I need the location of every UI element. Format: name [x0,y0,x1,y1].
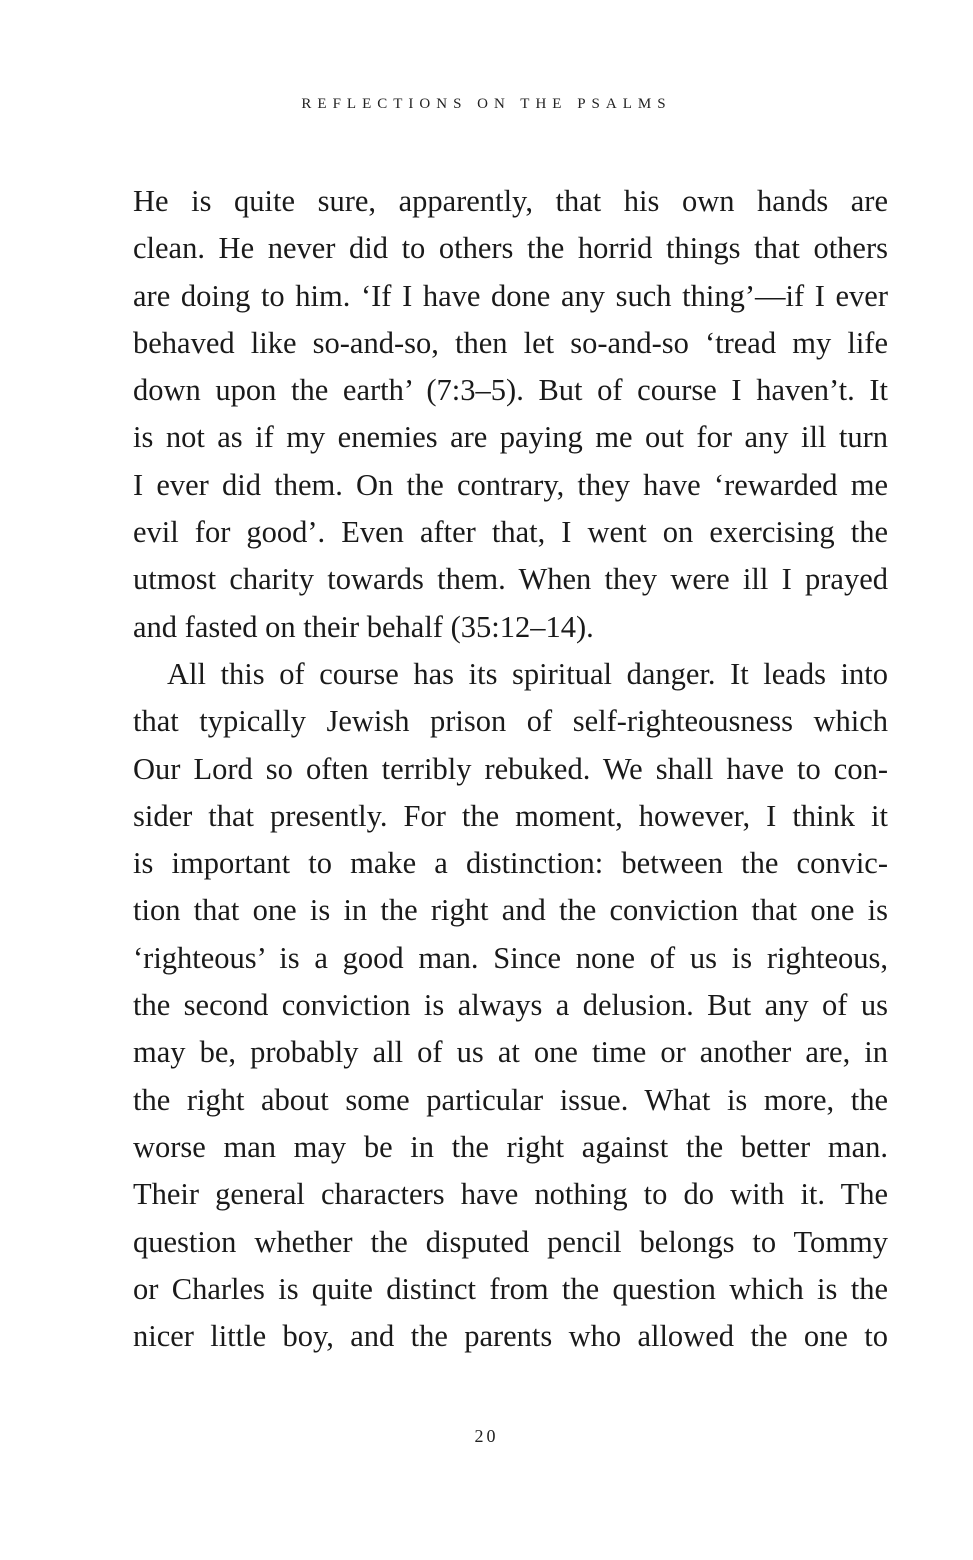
text-line: that typically Jewish prison of self-righteousness which [133,704,888,739]
text-line: I ever did them. On the contrary, they have ‘rewarded me [133,467,888,502]
text-line: He is quite sure, apparently, that his own hands are [133,184,888,218]
text-line: and fasted on their behalf (35:12–14). [133,609,594,644]
text-line: are doing to him. ‘If I have done any such thing’—if I ever [133,278,888,313]
text-line: may be, probably all of us at one time or another are, in [133,1035,888,1070]
text-line: clean. He never did to others the horrid things that others [133,231,888,266]
paragraph-1 [133,178,888,651]
text-line: sider that presently. For the moment, however, I think it [133,798,888,833]
text-line: is important to make a distinction: between the convic- [133,846,888,881]
text-line: Our Lord so often terribly rebuked. We shall have to con- [133,751,888,786]
text-line: evil for good’. Even after that, I went on exercising the [133,515,888,550]
text-line: down upon the earth’ (7:3–5). But of course I haven’t. It [133,373,888,408]
text-line: behaved like so-and-so, then let so-and-so ‘tread my life [133,325,888,360]
text-line: utmost charity towards them. When they were ill I prayed [133,562,888,597]
text-line: All this of course has its spiritual danger. It leads into [167,656,888,691]
text-line: or Charles is quite distinct from the question which is the [133,1271,888,1306]
text-line: ‘righteous’ is a good man. Since none of us is righteous, [133,940,888,975]
text-line: tion that one is in the right and the conviction that one is [133,893,888,928]
text-line: worse man may be in the right against the better man. [133,1129,888,1164]
page-number: 20 [474,1426,499,1446]
running-head: REFLECTIONS ON THE PSALMS [301,96,672,112]
body-text [133,178,888,1360]
text-line: question whether the disputed pencil belongs to Tommy [133,1224,888,1259]
text-line: the right about some particular issue. What is more, the [133,1082,888,1117]
text-line: nicer little boy, and the parents who allowed the one to [133,1319,888,1354]
text-line: the second conviction is always a delusion. But any of us [133,988,888,1023]
text-line: Their general characters have nothing to do with it. The [133,1177,888,1212]
paragraph-2 [133,651,888,1360]
text-line: is not as if my enemies are paying me out for any ill turn [133,420,888,455]
